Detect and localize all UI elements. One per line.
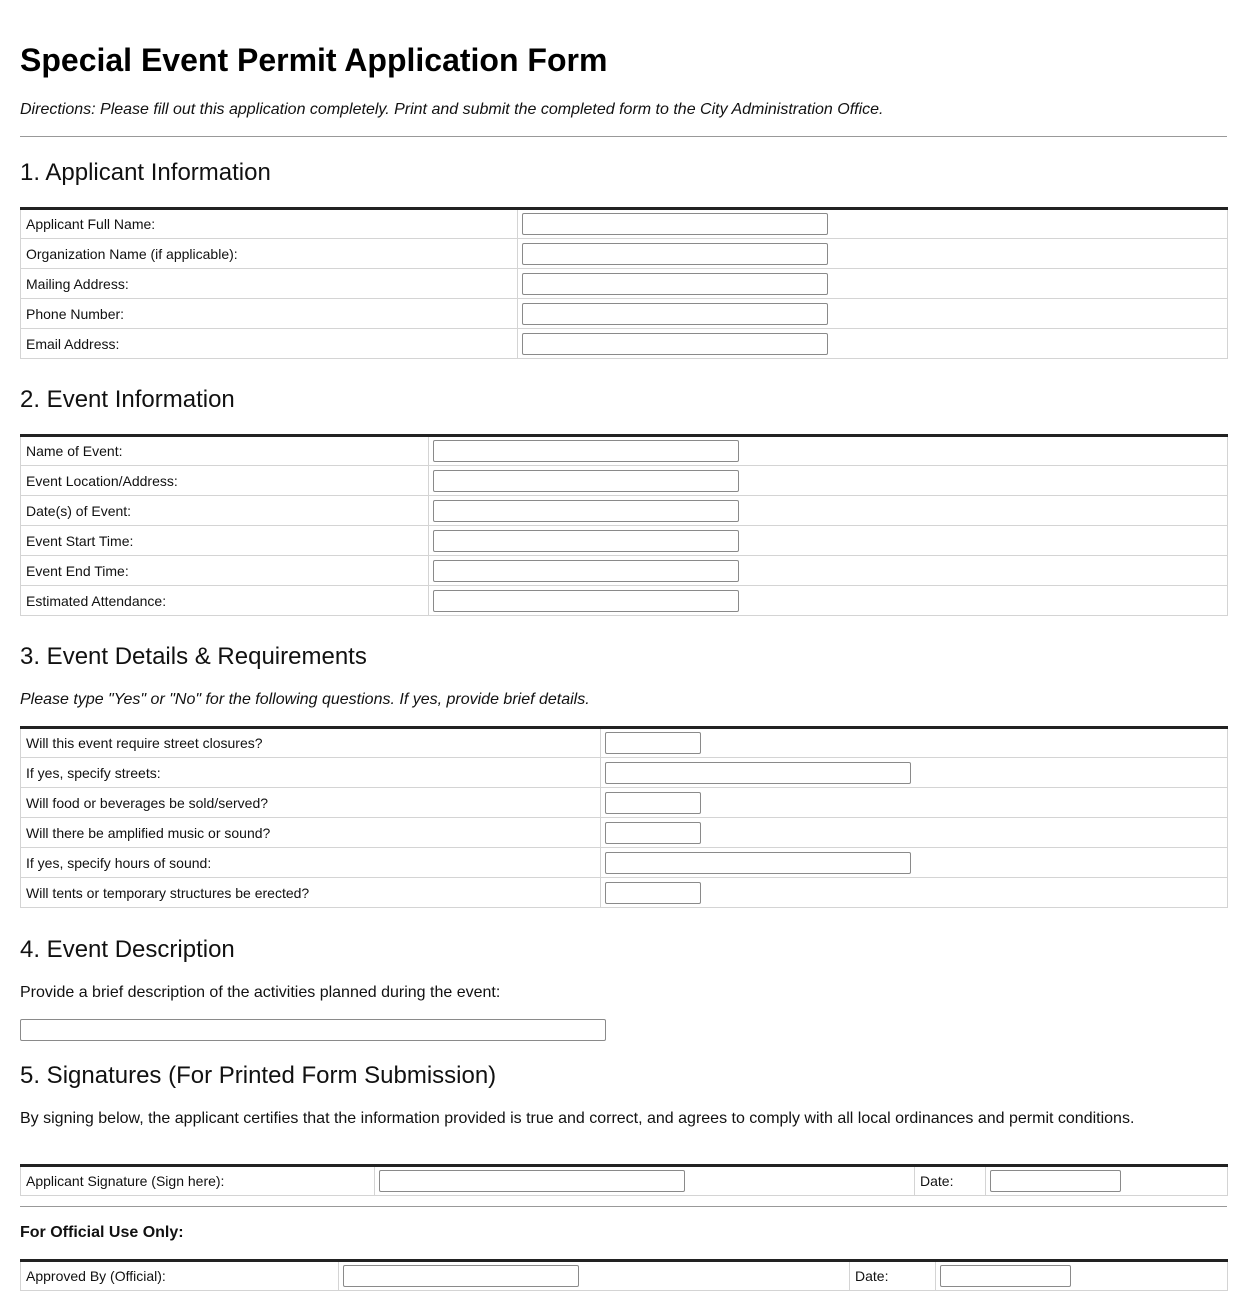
page-title: Special Event Permit Application Form xyxy=(20,42,608,78)
table-row xyxy=(21,878,1228,908)
certification-text: By signing below, the applicant certifies that the information provided is true and correct, and agrees to comply with all local ordinances and permit conditions. xyxy=(20,1110,1135,1127)
field-label: Event Start Time: xyxy=(21,526,429,556)
field-label: Phone Number: xyxy=(21,299,518,329)
table-row xyxy=(21,239,1228,269)
field-label: Estimated Attendance: xyxy=(21,586,429,616)
field-label: Will tents or temporary structures be erected? xyxy=(21,878,601,908)
table-row xyxy=(21,586,1228,616)
street-closures-input[interactable] xyxy=(605,732,701,754)
specify-streets-input[interactable] xyxy=(605,762,911,784)
table-row xyxy=(21,209,1228,239)
email-address-input[interactable] xyxy=(522,333,828,355)
event-start-time-input[interactable] xyxy=(433,530,739,552)
section-heading-signatures: 5. Signatures (For Printed Form Submission) xyxy=(20,1062,497,1089)
food-beverages-input[interactable] xyxy=(605,792,701,814)
field-label: Email Address: xyxy=(21,329,518,359)
applicant-date-input[interactable] xyxy=(990,1170,1121,1192)
section-heading-event-details: 3. Event Details & Requirements xyxy=(20,643,367,670)
table-row xyxy=(21,1166,1228,1196)
field-label: Event Location/Address: xyxy=(21,466,429,496)
table-row xyxy=(21,269,1228,299)
organization-name-input[interactable] xyxy=(522,243,828,265)
approved-by-input[interactable] xyxy=(343,1265,579,1287)
table-row xyxy=(21,556,1228,586)
official-use-heading: For Official Use Only: xyxy=(20,1224,184,1241)
field-label: If yes, specify streets: xyxy=(21,758,601,788)
applicant-signature-table xyxy=(20,1164,1228,1196)
field-label: Will food or beverages be sold/served? xyxy=(21,788,601,818)
table-row xyxy=(21,788,1228,818)
section-heading-event-description: 4. Event Description xyxy=(20,936,235,963)
section-heading-applicant-information: 1. Applicant Information xyxy=(20,159,271,186)
table-row xyxy=(21,526,1228,556)
phone-number-input[interactable] xyxy=(522,303,828,325)
field-label: Date(s) of Event: xyxy=(21,496,429,526)
table-row xyxy=(21,299,1228,329)
table-row xyxy=(21,1261,1228,1291)
field-label: If yes, specify hours of sound: xyxy=(21,848,601,878)
table-row xyxy=(21,496,1228,526)
signature-label: Applicant Signature (Sign here): xyxy=(21,1166,375,1196)
field-label: Will this event require street closures? xyxy=(21,728,601,758)
table-row xyxy=(21,466,1228,496)
directions-text: Directions: Please fill out this application completely. Print and submit the completed form to the City Administration Office. xyxy=(20,101,884,118)
table-row xyxy=(21,329,1228,359)
event-name-input[interactable] xyxy=(433,440,739,462)
table-row xyxy=(21,818,1228,848)
table-row xyxy=(21,728,1228,758)
field-label: Name of Event: xyxy=(21,436,429,466)
field-label: Event End Time: xyxy=(21,556,429,586)
date-label: Date: xyxy=(915,1166,986,1196)
yes-no-instruction: Please type "Yes" or "No" for the following questions. If yes, provide brief details. xyxy=(20,691,590,708)
approved-by-label: Approved By (Official): xyxy=(21,1261,339,1291)
mailing-address-input[interactable] xyxy=(522,273,828,295)
official-date-input[interactable] xyxy=(940,1265,1071,1287)
field-label: Organization Name (if applicable): xyxy=(21,239,518,269)
field-label: Mailing Address: xyxy=(21,269,518,299)
divider xyxy=(20,1206,1227,1207)
field-label: Will there be amplified music or sound? xyxy=(21,818,601,848)
event-dates-input[interactable] xyxy=(433,500,739,522)
event-information-table xyxy=(20,434,1228,616)
event-end-time-input[interactable] xyxy=(433,560,739,582)
field-label: Applicant Full Name: xyxy=(21,209,518,239)
event-details-table xyxy=(20,726,1228,908)
table-row xyxy=(21,758,1228,788)
date-label: Date: xyxy=(850,1261,936,1291)
applicant-full-name-input[interactable] xyxy=(522,213,828,235)
table-row xyxy=(21,436,1228,466)
event-location-input[interactable] xyxy=(433,470,739,492)
section-heading-event-information: 2. Event Information xyxy=(20,386,235,413)
table-row xyxy=(21,848,1228,878)
applicant-signature-input[interactable] xyxy=(379,1170,685,1192)
tents-structures-input[interactable] xyxy=(605,882,701,904)
description-prompt: Provide a brief description of the activities planned during the event: xyxy=(20,984,501,1001)
applicant-information-table xyxy=(20,207,1228,359)
official-approval-table xyxy=(20,1259,1228,1291)
estimated-attendance-input[interactable] xyxy=(433,590,739,612)
amplified-sound-input[interactable] xyxy=(605,822,701,844)
sound-hours-input[interactable] xyxy=(605,852,911,874)
divider xyxy=(20,136,1227,137)
event-description-input[interactable] xyxy=(20,1019,606,1041)
